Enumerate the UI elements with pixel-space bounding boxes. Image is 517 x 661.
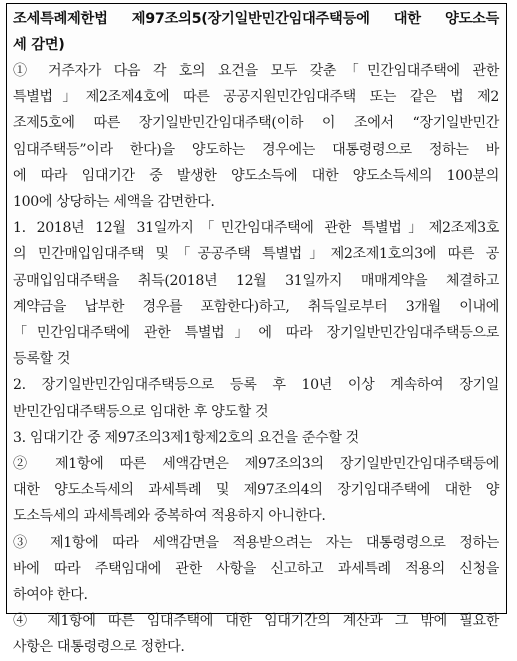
clause-3 xyxy=(13,530,499,609)
item-1-line-6: 등록할 것 xyxy=(13,351,71,368)
item-3 xyxy=(13,425,499,451)
clause-1-line-1: ① 거주자가 다음 각 호의 요건을 모두 갖춘「민간임대주택에 관한 xyxy=(13,63,499,79)
clause-1-line-5: 에 따라 임대기간 중 발생한 양도소득에 대한 양도소득세의 100분의 xyxy=(13,167,499,184)
item-2 xyxy=(13,372,499,424)
clause-3-line-2: 바에 따라 주택임대에 관한 사항을 신고하고 과세특례 적용의 신청을 xyxy=(13,560,499,577)
clause-2-line-1: ② 제1항에 따른 세액감면은 제97조의3의 장기일반민간임대주택등에 xyxy=(13,456,499,473)
document-title-line-1: 조세특례제한법 제97조의5(장기일반민간임대주택등에 대한 양도소득 xyxy=(13,11,499,27)
item-2-line-2: 반민간임대주택등으로 임대한 후 양도할 것 xyxy=(13,403,269,420)
item-2-line-1: 2. 장기일반민간임대주택등으로 등록 후 10년 이상 계속하여 장기일 xyxy=(13,377,499,394)
clause-4-line-1: ④ 제1항에 따른 임대주택에 대한 임대기간의 계산과 그 밖에 필요한 xyxy=(13,613,499,630)
clause-1-line-6: 100에 상당하는 세액을 감면한다. xyxy=(13,194,215,211)
clause-4 xyxy=(13,608,499,660)
clause-3-line-3: 하여야 한다. xyxy=(13,587,88,604)
clause-2-line-3: 도소득세의 과세특례와 중복하여 적용하지 아니한다. xyxy=(13,508,326,525)
clause-2 xyxy=(13,451,499,530)
clause-1 xyxy=(13,58,499,215)
item-1-line-1: 1. 2018년 12월 31일까지「민간임대주택에 관한 특별법」제2조제3호 xyxy=(13,220,499,237)
clause-1-line-2: 특별법」제2조제4호에 따른 공공지원민간임대주택 또는 같은 법 제2 xyxy=(13,89,499,106)
item-1-line-4: 계약금을 납부한 경우를 포함한다)하고, 취득일로부터 3개월 이내에 xyxy=(13,298,499,315)
item-1 xyxy=(13,215,499,372)
clause-4-line-2: 사항은 대통령령으로 정한다. xyxy=(13,639,185,656)
item-1-line-2: 의 민간매입임대주택 및「공공주택 특별법」제2조제1호의3에 따른 공 xyxy=(13,246,499,263)
document-title-line-2: 세 감면) xyxy=(13,37,65,53)
document-box xyxy=(6,3,507,656)
clause-3-line-1: ③ 제1항에 따라 세액감면을 적용받으려는 자는 대통령령으로 정하는 xyxy=(13,534,499,551)
clause-1-line-3: 조제5호에 따른 장기일반민간임대주택(이하 이 조에서 “장기일반민간 xyxy=(13,115,499,132)
item-1-line-3: 공매입임대주택을 취득(2018년 12월 31일까지 매매계약을 체결하고 xyxy=(13,272,499,289)
clause-1-line-4: 임대주택등”이라 한다)을 양도하는 경우에는 대통령령으로 정하는 바 xyxy=(13,141,499,158)
item-1-line-5: 「민간임대주택에 관한 특별법」에 따라 장기일반민간임대주택등으로 xyxy=(13,325,499,342)
clause-2-line-2: 대한 양도소득세의 과세특례 및 제97조의4의 장기임대주택에 대한 양 xyxy=(13,482,499,499)
item-3-line-1: 3. 임대기간 중 제97조의3제1항제2호의 요건을 준수할 것 xyxy=(13,429,359,446)
